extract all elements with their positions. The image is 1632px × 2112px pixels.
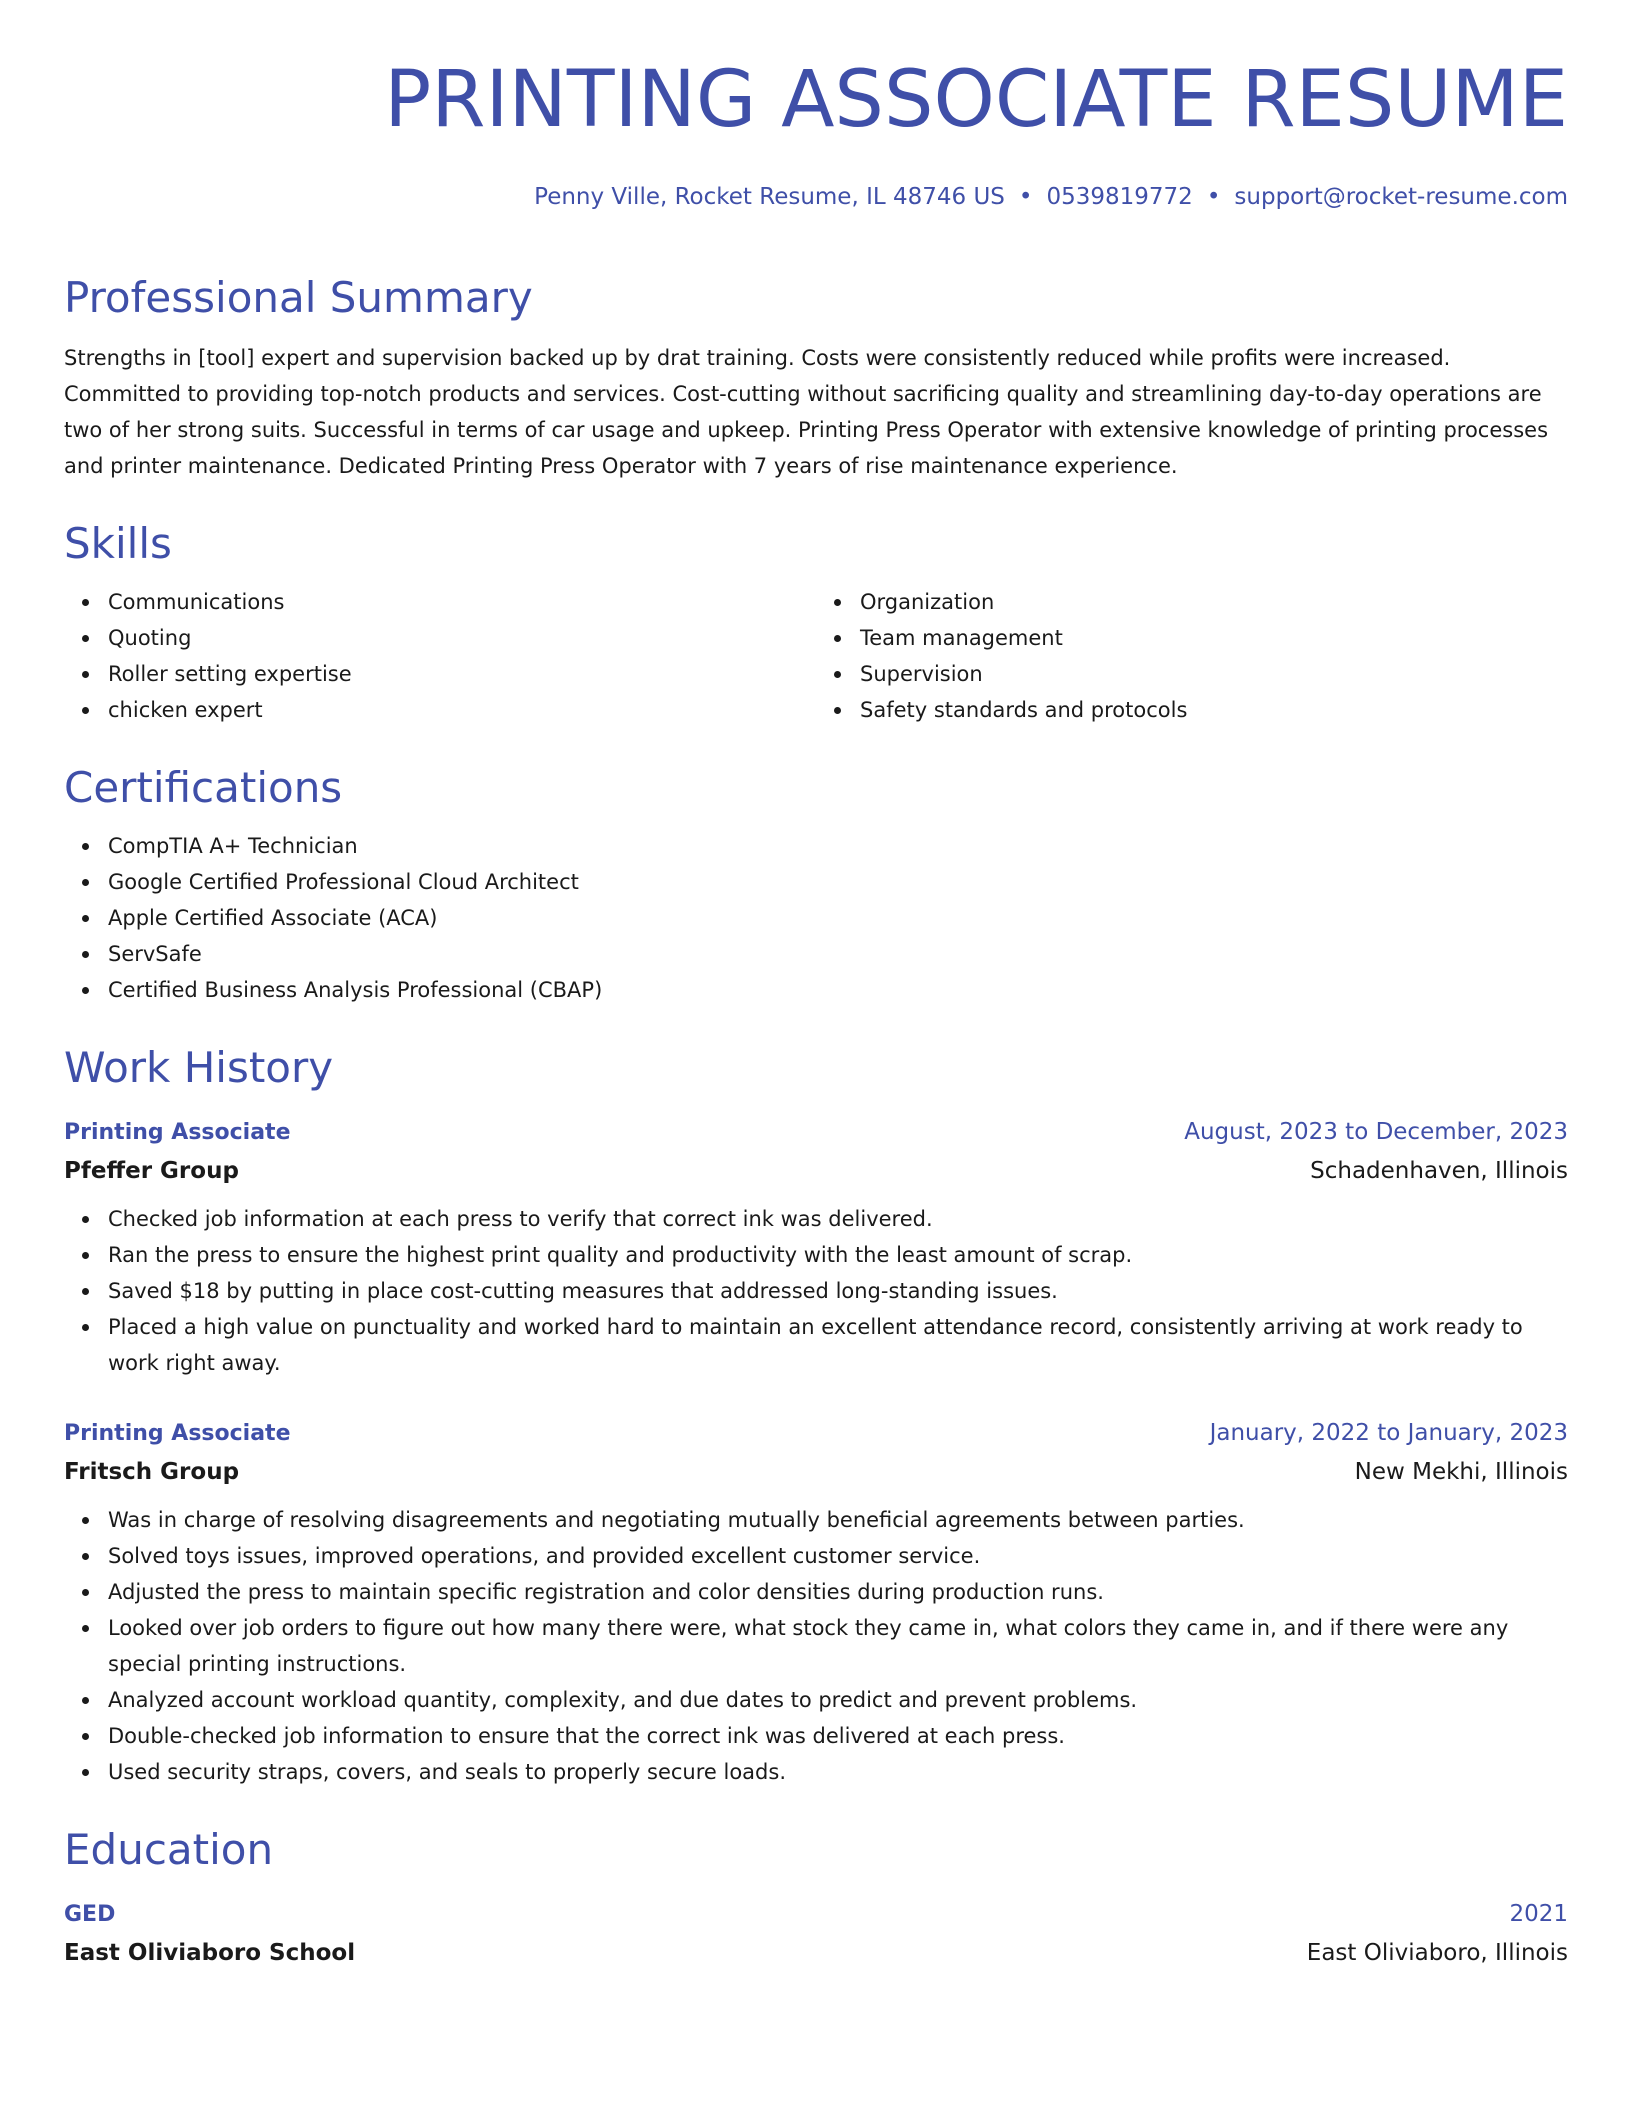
job-duties-list bbox=[64, 1502, 1568, 1790]
education-year: 2021 bbox=[1509, 1901, 1568, 1927]
summary-section bbox=[64, 272, 1568, 484]
skill-item: Quoting bbox=[108, 620, 816, 656]
job-duty-item: Used security straps, covers, and seals to properly secure loads. bbox=[108, 1754, 1568, 1790]
job-company: Fritsch Group bbox=[64, 1459, 240, 1485]
job-duty-item: Ran the press to ensure the highest print quality and productivity with the least amount of scrap. bbox=[108, 1237, 1568, 1273]
skill-item: Team management bbox=[860, 620, 1568, 656]
contact-separator: • bbox=[1018, 184, 1033, 210]
skills-section bbox=[64, 518, 1568, 728]
education-school: East Oliviaboro School bbox=[64, 1940, 356, 1966]
certifications-section bbox=[64, 762, 1568, 1008]
skills-heading: Skills bbox=[64, 519, 172, 568]
job-location: Schadenhaven, Illinois bbox=[1310, 1158, 1568, 1184]
summary-heading: Professional Summary bbox=[64, 273, 533, 322]
education-heading: Education bbox=[64, 1825, 274, 1874]
job-duty-item: Saved $18 by putting in place cost-cutting measures that addressed long-standing issues. bbox=[108, 1273, 1568, 1309]
education-location: East Oliviaboro, Illinois bbox=[1306, 1940, 1568, 1966]
job-entry bbox=[64, 1415, 1568, 1790]
job-dates: January, 2022 to January, 2023 bbox=[1209, 1420, 1568, 1446]
job-header-row bbox=[64, 1415, 1568, 1452]
skills-list-right bbox=[816, 584, 1568, 728]
contact-phone: 0539819772 bbox=[1046, 184, 1193, 210]
skill-item: chicken expert bbox=[108, 692, 816, 728]
job-title: Printing Associate bbox=[64, 1421, 291, 1446]
skill-item: Supervision bbox=[860, 656, 1568, 692]
skill-item: Safety standards and protocols bbox=[860, 692, 1568, 728]
education-entry bbox=[64, 1896, 1568, 1973]
skills-list-left bbox=[64, 584, 816, 728]
job-entry bbox=[64, 1114, 1568, 1381]
job-duty-item: Was in charge of resolving disagreements and negotiating mutually beneficial agreements between parties. bbox=[108, 1502, 1568, 1538]
education-section bbox=[64, 1824, 1568, 1973]
job-duty-item: Looked over job orders to figure out how many there were, what stock they came in, what colors they came in, and if there were any special printing instructions. bbox=[108, 1610, 1568, 1682]
certifications-list bbox=[64, 828, 1568, 1008]
education-school-row bbox=[64, 1933, 1568, 1973]
work-history-section bbox=[64, 1042, 1568, 1790]
education-header-row bbox=[64, 1896, 1568, 1933]
certification-item: Apple Certified Associate (ACA) bbox=[108, 900, 1568, 936]
job-duty-item: Analyzed account workload quantity, complexity, and due dates to predict and prevent problems. bbox=[108, 1682, 1568, 1718]
job-title: Printing Associate bbox=[64, 1120, 291, 1145]
certification-item: CompTIA A+ Technician bbox=[108, 828, 1568, 864]
job-company-row bbox=[64, 1151, 1568, 1191]
contact-line bbox=[64, 182, 1568, 212]
contact-email: support@rocket-resume.com bbox=[1234, 184, 1568, 210]
job-duty-item: Placed a high value on punctuality and worked hard to maintain an excellent attendance record, consistently arriving at work ready to work right away. bbox=[108, 1309, 1568, 1381]
job-header-row bbox=[64, 1114, 1568, 1151]
job-duty-item: Double-checked job information to ensure that the correct ink was delivered at each press. bbox=[108, 1718, 1568, 1754]
job-duty-item: Checked job information at each press to verify that correct ink was delivered. bbox=[108, 1201, 1568, 1237]
resume-header bbox=[64, 52, 1568, 212]
job-company: Pfeffer Group bbox=[64, 1158, 239, 1184]
job-company-row bbox=[64, 1452, 1568, 1492]
certification-item: Google Certified Professional Cloud Architect bbox=[108, 864, 1568, 900]
job-duty-item: Solved toys issues, improved operations, and provided excellent customer service. bbox=[108, 1538, 1568, 1574]
job-duties-list bbox=[64, 1201, 1568, 1381]
skill-item: Communications bbox=[108, 584, 816, 620]
certifications-heading: Certifications bbox=[64, 763, 343, 812]
certification-item: ServSafe bbox=[108, 936, 1568, 972]
work-history-heading: Work History bbox=[64, 1043, 334, 1092]
job-dates: August, 2023 to December, 2023 bbox=[1184, 1119, 1568, 1145]
certification-item: Certified Business Analysis Professional (CBAP) bbox=[108, 972, 1568, 1008]
skill-item: Roller setting expertise bbox=[108, 656, 816, 692]
skill-item: Organization bbox=[860, 584, 1568, 620]
job-location: New Mekhi, Illinois bbox=[1354, 1459, 1568, 1485]
education-degree: GED bbox=[64, 1902, 116, 1927]
contact-address: Penny Ville, Rocket Resume, IL 48746 US bbox=[534, 184, 1005, 210]
contact-separator: • bbox=[1206, 184, 1221, 210]
resume-title: PRINTING ASSOCIATE RESUME bbox=[384, 55, 1568, 145]
job-duty-item: Adjusted the press to maintain specific registration and color densities during production runs. bbox=[108, 1574, 1568, 1610]
skills-grid bbox=[64, 584, 1568, 728]
summary-text: Strengths in [tool] expert and supervision backed up by drat training. Costs were consistently reduced while profits were increased. Committed to providing top-notch products and services. Cost-cutting without sacrificing quality and streamlining day-to-day operations are two of her strong suits. Successful in terms of car usage and upkeep. Printing Press Operator with extensive knowledge of printing processes and printer maintenance. Dedicated Printing Press Operator with 7 years of rise maintenance experience. bbox=[64, 346, 1549, 478]
